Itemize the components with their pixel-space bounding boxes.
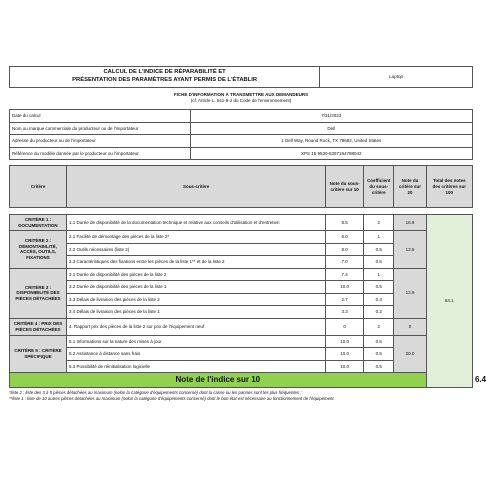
criteria-table bbox=[9, 165, 486, 388]
info-label: Date du calcul bbox=[10, 110, 191, 123]
sub-criterion-label: 5.1 Informations sur la nature des mises à jour bbox=[66, 335, 325, 348]
sub-criterion-label: 3.1 Durée de disponibilité des pièces de la liste 2 bbox=[66, 268, 325, 281]
info-label: Nom ou marque commerciale du producteur ou de l'importateur bbox=[10, 122, 191, 135]
sub-criterion-coef: 1 bbox=[364, 268, 394, 281]
sub-criterion-label: 1.1 Durée de disponibilité de la documentation technique et relative aux conseils d'utilisation et d'entretien bbox=[66, 215, 325, 231]
criterion-2-name: CRITÈRE 2 : DÉMONTABILITÉ, ACCÈS, OUTILS, FIXATIONS bbox=[10, 231, 67, 269]
info-label: Référence du modèle donnée par le producteur ou l'importateur bbox=[10, 147, 191, 160]
sub-criterion-coef: 0.5 bbox=[364, 360, 394, 373]
sub-criterion-coef: 0.5 bbox=[364, 281, 394, 294]
final-score-label: Note de l'indice sur 10 bbox=[10, 373, 427, 388]
table-row bbox=[10, 335, 473, 348]
device-type: Laptop bbox=[320, 67, 473, 88]
repairability-sheet bbox=[9, 66, 486, 403]
info-row bbox=[10, 110, 473, 123]
info-value: Dell bbox=[190, 122, 472, 135]
fiche-heading bbox=[9, 88, 473, 110]
sub-criterion-note: 6.0 bbox=[326, 231, 364, 244]
table-row bbox=[10, 215, 473, 231]
sub-criterion-note: 7.4 bbox=[326, 268, 364, 281]
sub-criterion-label: 3.3 Délais de livraison des pièces de la liste 2 bbox=[66, 293, 325, 306]
sub-criterion-label: 2.1 Facilité de démontage des pièces de la liste 2* bbox=[66, 231, 325, 244]
criterion-4-name: CRITÈRE 4 : PRIX DES PIÈCES DÉTACHÉES bbox=[10, 318, 67, 335]
criterion-5-note: 20.0 bbox=[394, 335, 426, 373]
col-sous-critere: Sous-critère bbox=[66, 166, 325, 208]
sub-criterion-note: 10.0 bbox=[326, 348, 364, 361]
sub-criterion-label: 3.2 Durée de disponibilité des pièces de la liste 1 bbox=[66, 281, 325, 294]
col-coef: Coefficient du sous-critère bbox=[364, 166, 394, 208]
column-headers bbox=[10, 166, 473, 208]
criterion-5-name: CRITÈRE 5 : CRITÈRE SPÉCIFIQUE bbox=[10, 335, 67, 373]
sub-criterion-coef: 2 bbox=[364, 318, 394, 335]
sub-criterion-coef: 1 bbox=[364, 231, 394, 244]
sub-criterion-label: 2.3 Caractéristiques des fixations entre les pièces de la liste 1** et de la liste 2 bbox=[66, 256, 325, 269]
table-row bbox=[10, 318, 473, 335]
total-criteria-score: 64.1 bbox=[426, 215, 472, 388]
sub-criterion-label: 4. Rapport prix des pièces de la liste 2 sur prix de l'équipement neuf bbox=[66, 318, 325, 335]
sub-criterion-coef: 2 bbox=[364, 215, 394, 231]
sub-criterion-label: 3.4 Délais de livraison des pièces de la liste 1 bbox=[66, 306, 325, 319]
info-row bbox=[10, 147, 473, 160]
criterion-4-note: 0 bbox=[394, 318, 426, 335]
fiche-line-1: FICHE D'INFORMATION À TRANSMETTRE AUX DEMANDEURS bbox=[173, 91, 309, 97]
sub-criterion-note: 10.0 bbox=[326, 335, 364, 348]
title-line-2: PRÉSENTATION DES PARAMÈTRES AYANT PERMIS DE L'ÉTABLIR bbox=[72, 76, 258, 83]
table-row bbox=[10, 268, 473, 281]
col-critere: Critère bbox=[10, 166, 67, 208]
col-total: Total des notes des critères sur 100 bbox=[426, 166, 472, 208]
sheet-title bbox=[10, 67, 320, 88]
criterion-1-note: 16.9 bbox=[394, 215, 426, 231]
sub-criterion-note: 0 bbox=[326, 318, 364, 335]
sub-criterion-label: 5.2 Assistance à distance sans frais bbox=[66, 348, 325, 361]
footnote-liste-1: **liste 1 : liste de 10 autres pièces détachées au maximum (selon la catégorie d'équipements concerné) dont le bon état est nécessaire au fonctionnement de l'équipement. bbox=[9, 396, 335, 402]
col-note20: Note du critère sur 20 bbox=[394, 166, 426, 208]
sub-criterion-note: 7.0 bbox=[326, 256, 364, 269]
info-label: Adresse du producteur ou de l'importateur bbox=[10, 135, 191, 148]
info-value: 7/31/2023 bbox=[190, 110, 472, 123]
criterion-1-name: CRITÈRE 1 : DOCUMENTATION bbox=[10, 215, 67, 231]
col-note10: Note du sous-critère sur 10 bbox=[326, 166, 364, 208]
sub-criterion-note: 2.7 bbox=[326, 293, 364, 306]
sub-criterion-label: 2.2 Outils nécessaires (liste 2) bbox=[66, 243, 325, 256]
sub-criterion-note: 10.0 bbox=[326, 360, 364, 373]
info-table bbox=[9, 109, 473, 160]
sub-criterion-note: 8.5 bbox=[326, 215, 364, 231]
sub-criterion-coef: 0.5 bbox=[364, 256, 394, 269]
info-value: XPS 15 9530-5397184788042 bbox=[190, 147, 472, 160]
sub-criterion-coef: 0.5 bbox=[364, 243, 394, 256]
footnotes bbox=[9, 390, 473, 402]
footnote-liste-2: *liste 2 : liste des 3 à 5 pièces détachées au maximum (selon la catégorie d'équipements concerné) dont la casse ou les pannes sont les plus fréquentes ; bbox=[9, 390, 302, 396]
criterion-3-note: 13.9 bbox=[394, 268, 426, 318]
sub-criterion-note: 8.0 bbox=[326, 243, 364, 256]
sub-criterion-note: 10.0 bbox=[326, 281, 364, 294]
criterion-2-note: 13.5 bbox=[394, 231, 426, 269]
header-table bbox=[9, 66, 473, 88]
fiche-line-2: (cf. Article L. 541-9-2 du Code de l'environnement) bbox=[190, 97, 292, 103]
sub-criterion-note: 3.3 bbox=[326, 306, 364, 319]
info-row bbox=[10, 135, 473, 148]
final-score-row bbox=[10, 373, 473, 388]
sub-criterion-coef: 0.3 bbox=[364, 293, 394, 306]
sub-criterion-coef: 0.5 bbox=[364, 335, 394, 348]
info-value: 1 Dell Way, Round Rock, TX 78682, United States bbox=[190, 135, 472, 148]
sub-criterion-label: 5.3 Possibilité de réinitialisation logicielle bbox=[66, 360, 325, 373]
sub-criterion-coef: 0.5 bbox=[364, 348, 394, 361]
criterion-3-name: CRITÈRE 3 : DISPONIBILITÉ DES PIÈCES DÉTACHÉES bbox=[10, 268, 67, 318]
sub-criterion-coef: 0.2 bbox=[364, 306, 394, 319]
table-row bbox=[10, 231, 473, 244]
title-line-1: CALCUL DE L'INDICE DE RÉPARABILITÉ ET bbox=[103, 69, 226, 75]
info-row bbox=[10, 122, 473, 135]
